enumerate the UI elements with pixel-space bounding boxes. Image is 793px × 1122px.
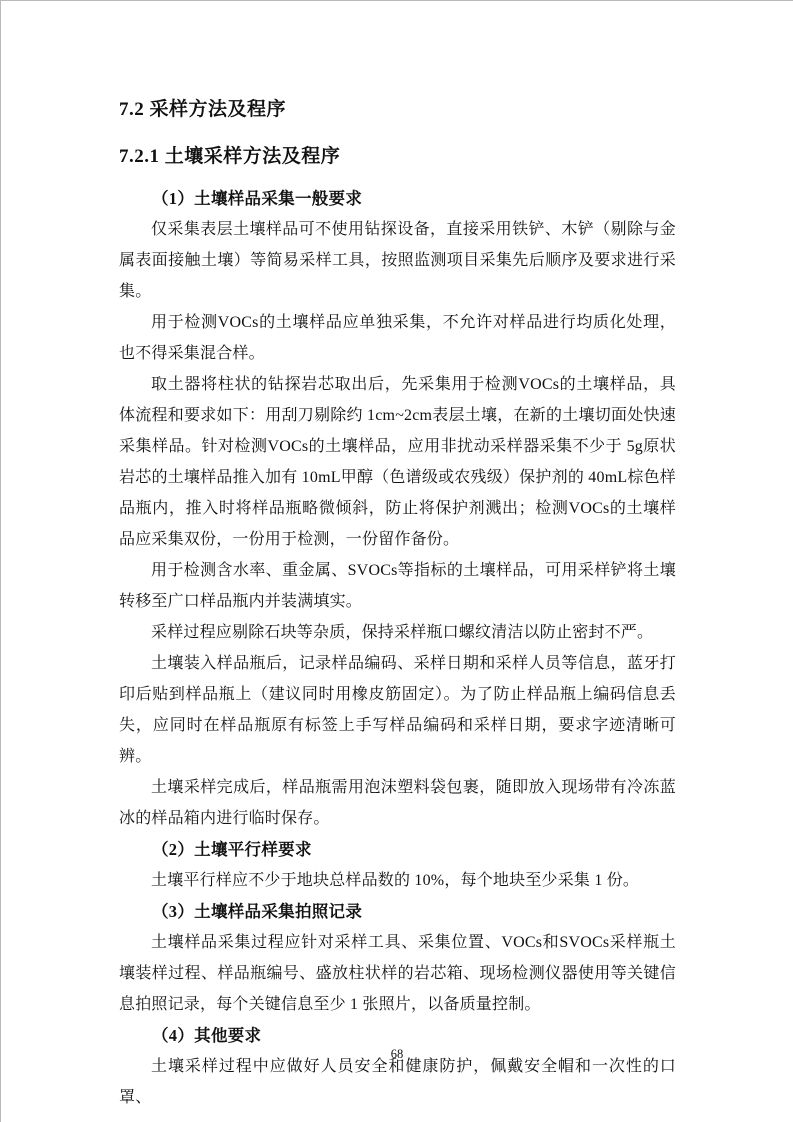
paragraph: 土壤平行样应不少于地块总样品数的 10%，每个地块至少采集 1 份。 (151, 872, 640, 889)
clause-3-photo-records (119, 896, 676, 1020)
section-heading-7-2: 7.2 采样方法及程序 (119, 99, 287, 120)
paragraph: 用于检测含水率、重金属、SVOCs等指标的土壤样品，可用采样铲将土壤转移至广口样品瓶内并装满填实。 (119, 562, 676, 610)
clause-2-heading: （2）土壤平行样要求 (152, 840, 312, 859)
clause-3-heading: （3）土壤样品采集拍照记录 (152, 902, 363, 921)
page-number: 68 (390, 1047, 404, 1061)
paragraph: 取土器将柱状的钻探岩芯取出后，先采集用于检测VOCs的土壤样品，具体流程和要求如下：用刮刀剔除约 1cm~2cm表层土壤，在新的土壤切面处快速采集样品。针对检测VOCs的土壤样品，应用非扰动采样器采集不少于 5g原状岩芯的土壤样品推入加有 10mL甲醇（色谱级或农残级）保护剂的 40mL棕色样品瓶内，推入时将样品瓶略微倾斜，防止将保护剂溅出；检测VOCs的土壤样品应采集双份，一份用于检测，一份留作备份。 (119, 376, 676, 548)
paragraph: 土壤装入样品瓶后，记录样品编码、采样日期和采样人员等信息，蓝牙打印后贴到样品瓶上（建议同时用橡皮筋固定）。为了防止样品瓶上编码信息丢失，应同时在样品瓶原有标签上手写样品编码和采样日期，要求字迹清晰可辨。 (119, 655, 676, 765)
paragraph: 用于检测VOCs的土壤样品应单独采集，不允许对样品进行均质化处理，也不得采集混合样。 (119, 314, 676, 362)
paragraph: 仅采集表层土壤样品可不使用钻探设备，直接采用铁铲、木铲（剔除与金属表面接触土壤）等简易采样工具，按照监测项目采集先后顺序及要求进行采集。 (119, 221, 676, 300)
subsection-heading-7-2-1: 7.2.1 土壤采样方法及程序 (119, 146, 341, 167)
clause-1-general-requirements (119, 183, 676, 834)
paragraph: 土壤采样过程中应做好人员安全和健康防护，佩戴安全帽和一次性的口罩、 (119, 1058, 676, 1106)
clause-2-parallel-samples (119, 834, 676, 896)
paragraph: 土壤采样完成后，样品瓶需用泡沫塑料袋包裹，随即放入现场带有冷冻蓝冰的样品箱内进行临时保存。 (119, 779, 676, 827)
paragraph: 采样过程应剔除石块等杂质，保持采样瓶口螺纹清洁以防止密封不严。 (151, 624, 654, 641)
paragraph: 土壤样品采集过程应针对采样工具、采集位置、VOCs和SVOCs采样瓶土壤装样过程、样品瓶编号、盛放柱状样的岩芯箱、现场检测仪器使用等关键信息拍照记录，每个关键信息至少 1 张照片，以备质量控制。 (119, 934, 676, 1013)
clause-1-heading: （1）土壤样品采集一般要求 (152, 189, 363, 208)
document-content (1, 1, 793, 1113)
clause-4-heading: （4）其他要求 (152, 1026, 262, 1045)
clause-4-other-requirements (119, 1020, 676, 1113)
